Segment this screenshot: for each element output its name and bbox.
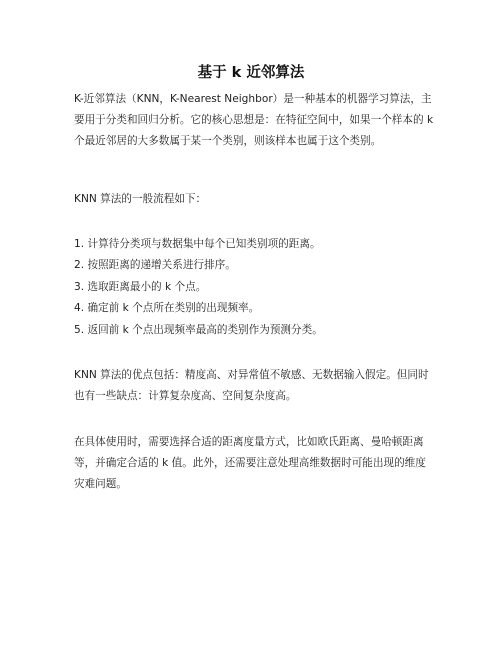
step-5: 5. 返回前 k 个点出现频率最高的类别作为预测分类。 — [74, 324, 323, 336]
document-title: 基于 k 近邻算法 — [197, 65, 305, 81]
process-heading: KNN 算法的一般流程如下： — [74, 193, 207, 205]
intro-paragraph: K-近邻算法（KNN，K-Nearest Neighbor）是一种基本的机器学习算法，主要用于分类和回归分析。它的核心思想是：在特征空间中，如果一个样本的 k 个最近邻居的大多数属于某一个类别，则该样本也属于这个类别。 — [74, 93, 434, 147]
step-2: 2. 按照距离的递增关系进行排序。 — [74, 259, 236, 271]
step-4: 4. 确定前 k 个点所在类别的出现频率。 — [74, 302, 260, 314]
pros-cons-paragraph: KNN 算法的优点包括：精度高、对异常值不敏感、无数据输入假定。但同时也有一些缺点：计算复杂度高、空间复杂度高。 — [74, 369, 429, 402]
step-1: 1. 计算待分类项与数据集中每个已知类别项的距离。 — [74, 238, 321, 250]
usage-paragraph: 在具体使用时，需要选择合适的距离度量方式，比如欧氏距离、曼哈顿距离等，并确定合适的 k 值。此外，还需要注意处理高维数据时可能出现的维度灾难问题。 — [74, 436, 426, 490]
step-3: 3. 选取距离最小的 k 个点。 — [74, 281, 207, 293]
